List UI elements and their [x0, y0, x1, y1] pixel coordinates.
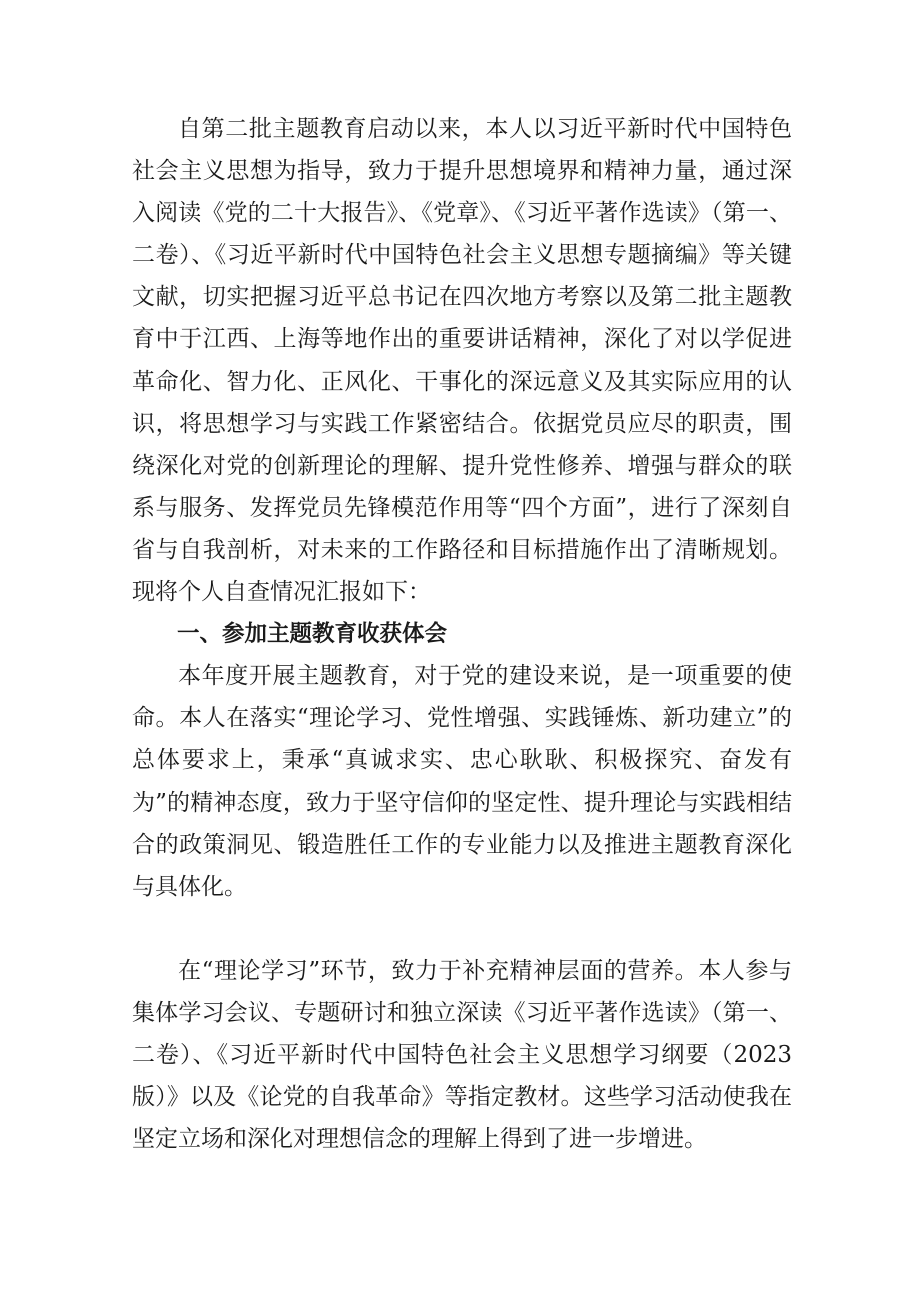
section-heading: 一、参加主题教育收获体会 — [177, 621, 448, 648]
paragraph-spacer — [132, 908, 792, 950]
body-paragraph: 本年度开展主题教育，对于党的建设来说，是一项重要的使命。本人在落实“理论学习、党性增强、实践锤炼、新功建立”的总体要求上，秉承“真诚求实、忠心耿耿、积极探究、奋发有为”的精神态度，致力于坚守信仰的坚定性、提升理论与实践相结合的政策洞见、锻造胜任工作的专业能力以及推进主题教育深化与具体化。 — [132, 663, 792, 900]
document-page — [132, 108, 792, 1160]
intro-paragraph: 自第二批主题教育启动以来，本人以习近平新时代中国特色社会主义思想为指导，致力于提升思想境界和精神力量，通过深入阅读《党的二十大报告》、《党章》、《习近平著作选读》（第一、二卷）、《习近平新时代中国特色社会主义思想专题摘编》等关键文献，切实把握习近平总书记在四次地方考察以及第二批主题教育中于江西、上海等地作出的重要讲话精神，深化了对以学促进革命化、智力化、正风化、干事化的深远意义及其实际应用的认识，将思想学习与实践工作紧密结合。依据党员应尽的职责，围绕深化对党的创新理论的理解、提升党性修养、增强与群众的联系与服务、发挥党员先锋模范作用等“四个方面”，进行了深刻自省与自我剖析，对未来的工作路径和目标措施作出了清晰规划。现将个人自查情况汇报如下： — [132, 116, 792, 606]
body-paragraph: 在“理论学习”环节，致力于补充精神层面的营养。本人参与集体学习会议、专题研讨和独立深读《习近平著作选读》（第一、二卷）、《习近平新时代中国特色社会主义思想学习纲要（2023版）》以及《论党的自我革命》等指定教材。这些学习活动使我在坚定立场和深化对理想信念的理解上得到了进一步增进。 — [132, 957, 792, 1153]
